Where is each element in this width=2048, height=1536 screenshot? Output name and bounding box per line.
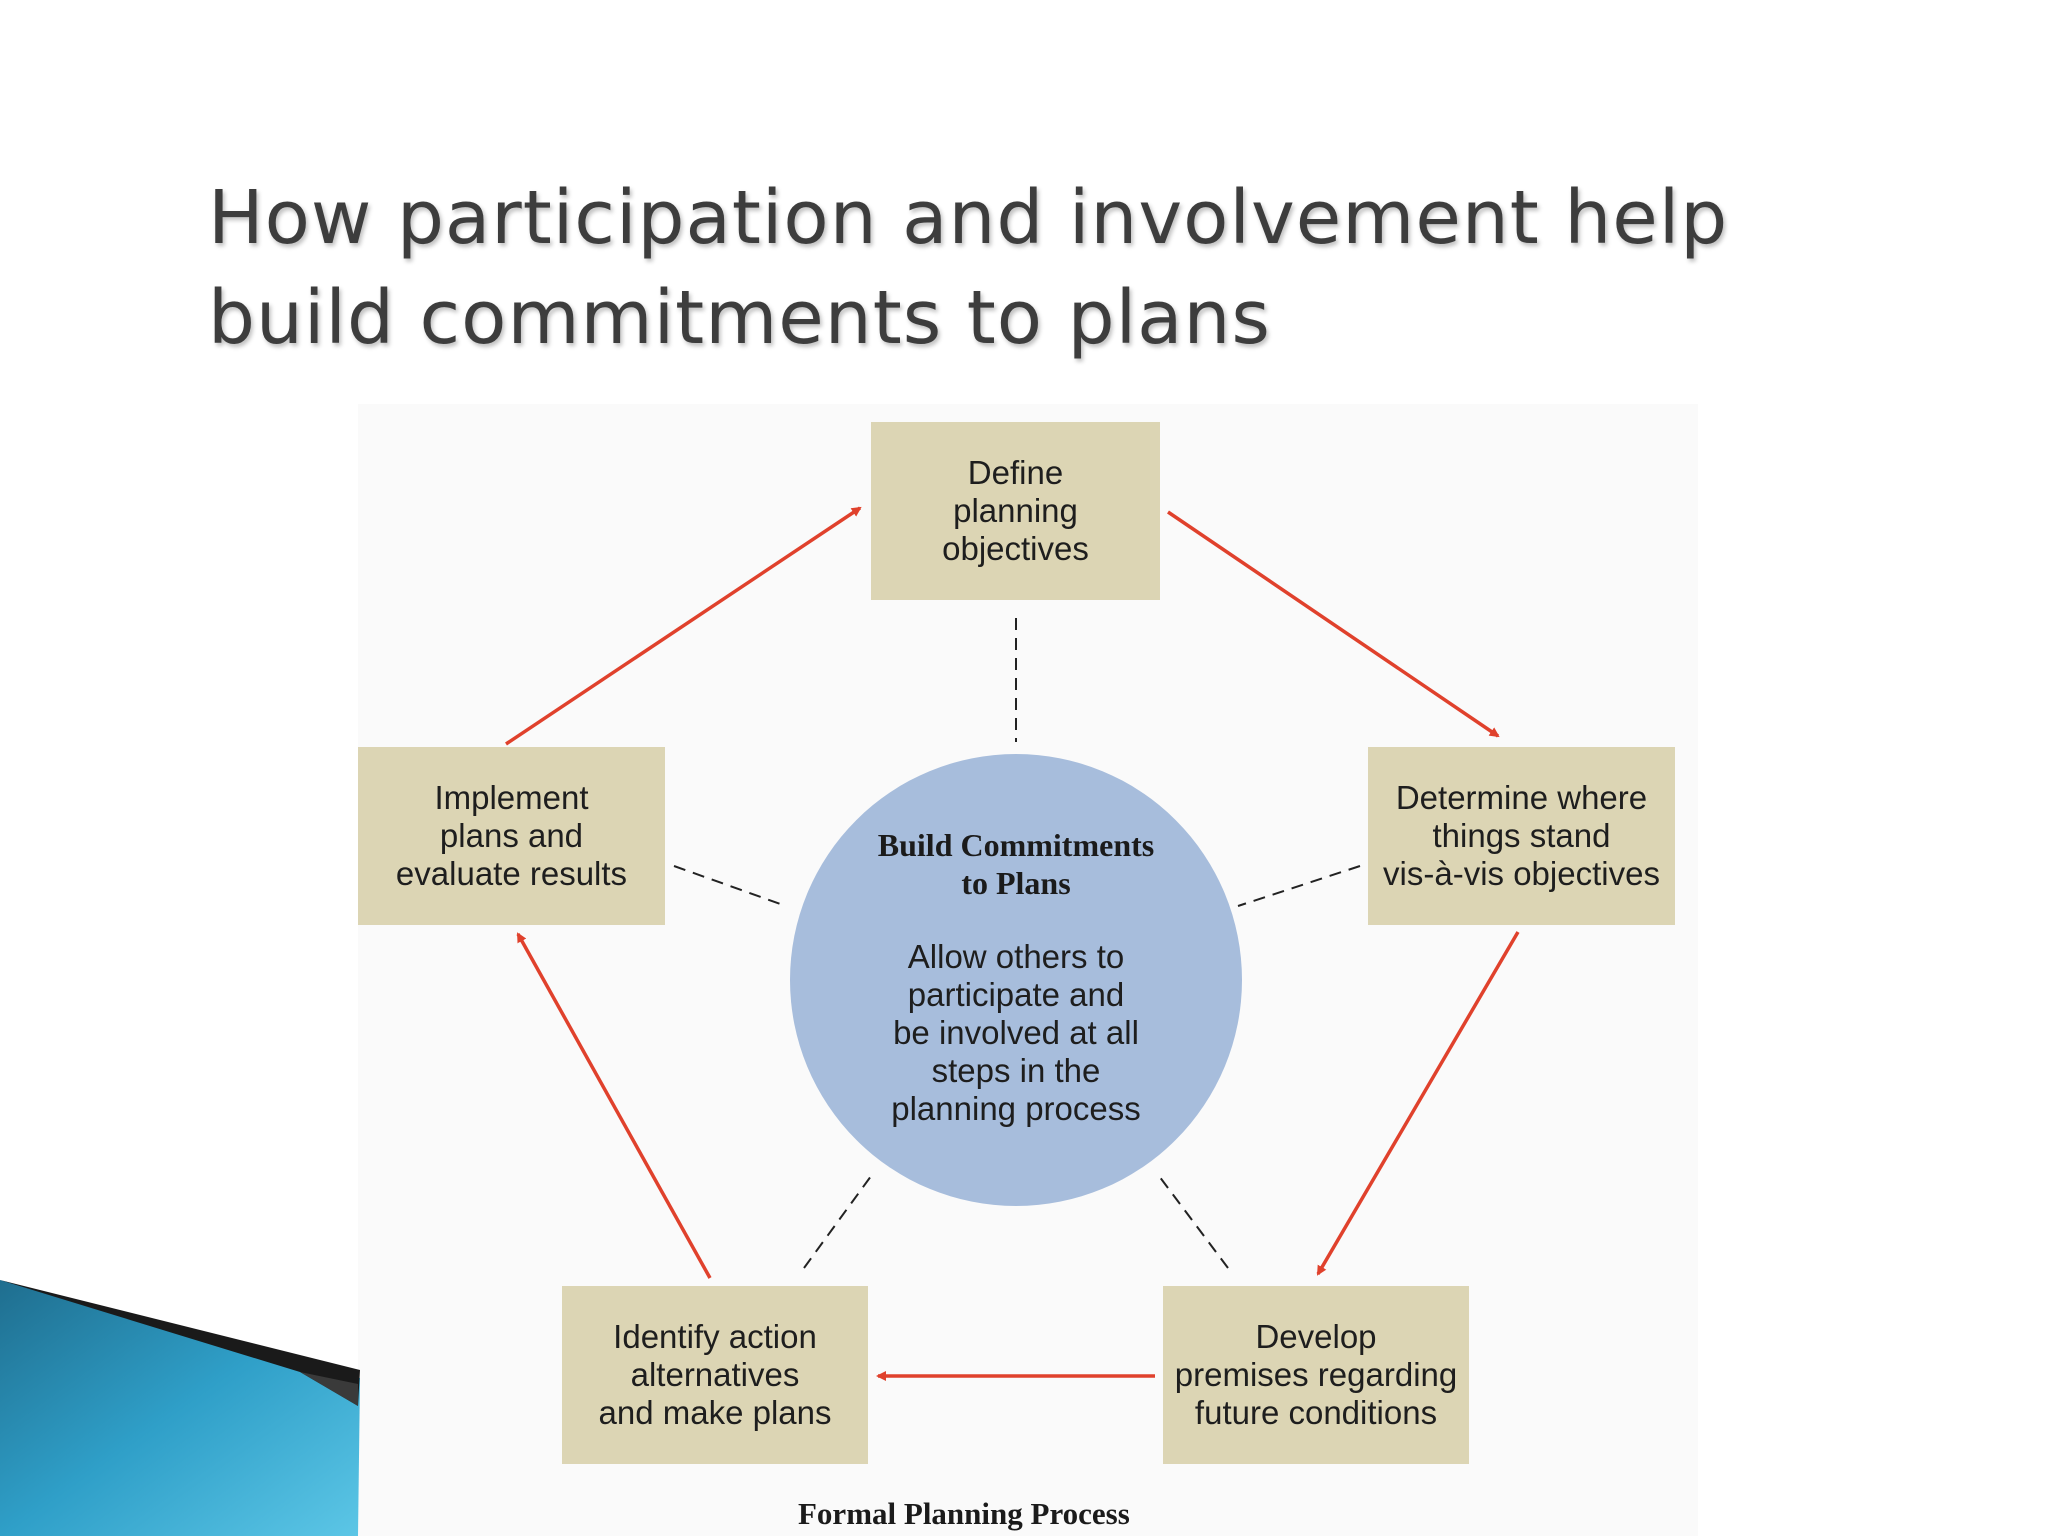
- dash-determine-hub: [1238, 866, 1360, 906]
- step-identify-alternatives: Identify action alternatives and make plans: [562, 1286, 868, 1464]
- arrow-define-to-determine: [1168, 512, 1498, 736]
- step-develop-premises: Develop premises regarding future conditions: [1163, 1286, 1469, 1464]
- arrow-identify-to-implement: [518, 934, 710, 1278]
- step-define-objectives: Define planning objectives: [871, 422, 1160, 600]
- hub-circle: [790, 754, 1242, 1206]
- hub-text: Allow others to participate and be involved at all steps in the planning process: [891, 938, 1141, 1127]
- slide-title-line-2: build commitments to plans: [208, 275, 1271, 361]
- dash-develop-hub: [1156, 1172, 1228, 1268]
- dash-identify-hub: [804, 1172, 874, 1268]
- hub-title: Build Commitments to Plans: [877, 827, 1155, 901]
- step-implement-evaluate: Implement plans and evaluate results: [358, 747, 665, 925]
- slide-title-line-1: How participation and involvement help: [208, 175, 1729, 261]
- arrow-determine-to-develop: [1318, 932, 1518, 1274]
- dash-implement-hub: [674, 866, 786, 906]
- figure-caption: Formal Planning Process: [798, 1496, 1130, 1531]
- step-determine-status: Determine where things stand vis-à-vis objectives: [1368, 747, 1675, 925]
- corner-ribbon-decoration: [0, 1280, 360, 1536]
- arrow-implement-to-define: [506, 508, 860, 744]
